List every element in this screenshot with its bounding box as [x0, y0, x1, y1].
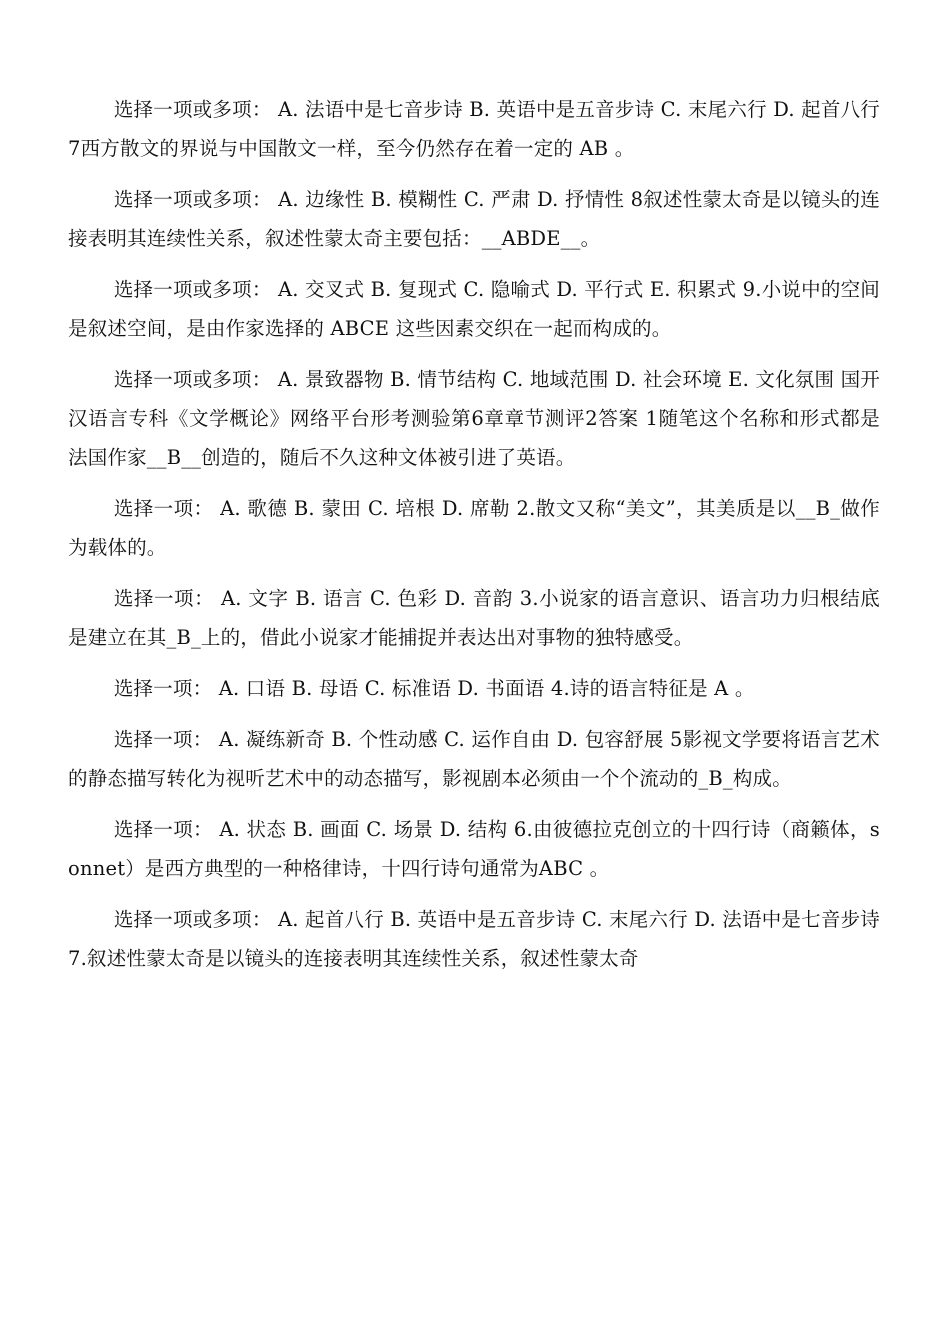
paragraph: 选择一项或多项： A. 起首八行 B. 英语中是五音步诗 C. 末尾六行 D. 法语中是七音步诗 7.叙述性蒙太奇是以镜头的连接表明其连续性关系，叙述性蒙太奇 — [68, 908, 880, 970]
paragraph: 选择一项： A. 凝练新奇 B. 个性动感 C. 运作自由 D. 包容舒展 5影视文学要将语言艺术的静态描写转化为视听艺术中的动态描写，影视剧本必须由一个个流动的_B_构成。 — [68, 728, 880, 790]
paragraph: 选择一项： A. 口语 B. 母语 C. 标准语 D. 书面语 4.诗的语言特征是 A 。 — [113, 677, 755, 700]
paragraph: 选择一项或多项： A. 交叉式 B. 复现式 C. 隐喻式 D. 平行式 E. 积累式 9.小说中的空间是叙述空间，是由作家选择的 ABCE 这些因素交织在一起而构成的。 — [68, 278, 880, 340]
paragraph: 选择一项： A. 状态 B. 画面 C. 场景 D. 结构 6.由彼德拉克创立的十四行诗（商籁体，sonnet）是西方典型的一种格律诗，十四行诗句通常为ABC 。 — [68, 818, 880, 880]
paragraph: 选择一项： A. 文字 B. 语言 C. 色彩 D. 音韵 3.小说家的语言意识、语言功力归根结底是建立在其_B_上的，借此小说家才能捕捉并表达出对事物的独特感受。 — [68, 587, 880, 649]
paragraph: 选择一项： A. 歌德 B. 蒙田 C. 培根 D. 席勒 2.散文又称“美文”，其美质是以__B_做作为载体的。 — [68, 497, 880, 559]
paragraph: 选择一项或多项： A. 景致器物 B. 情节结构 C. 地域范围 D. 社会环境 E. 文化氛围 国开汉语言专科《文学概论》网络平台形考测验第6章章节测评2答案 1随笔这个名称和形式都是法国作家__B__创造的，随后不久这种文体被引进了英语。 — [68, 368, 880, 469]
document-body — [68, 90, 880, 990]
paragraph: 选择一项或多项： A. 法语中是七音步诗 B. 英语中是五音步诗 C. 末尾六行 D. 起首八行 7西方散文的界说与中国散文一样，至今仍然存在着一定的 AB 。 — [68, 98, 880, 160]
paragraph: 选择一项或多项： A. 边缘性 B. 模糊性 C. 严肃 D. 抒情性 8叙述性蒙太奇是以镜头的连接表明其连续性关系，叙述性蒙太奇主要包括：__ABDE__。 — [68, 188, 880, 250]
